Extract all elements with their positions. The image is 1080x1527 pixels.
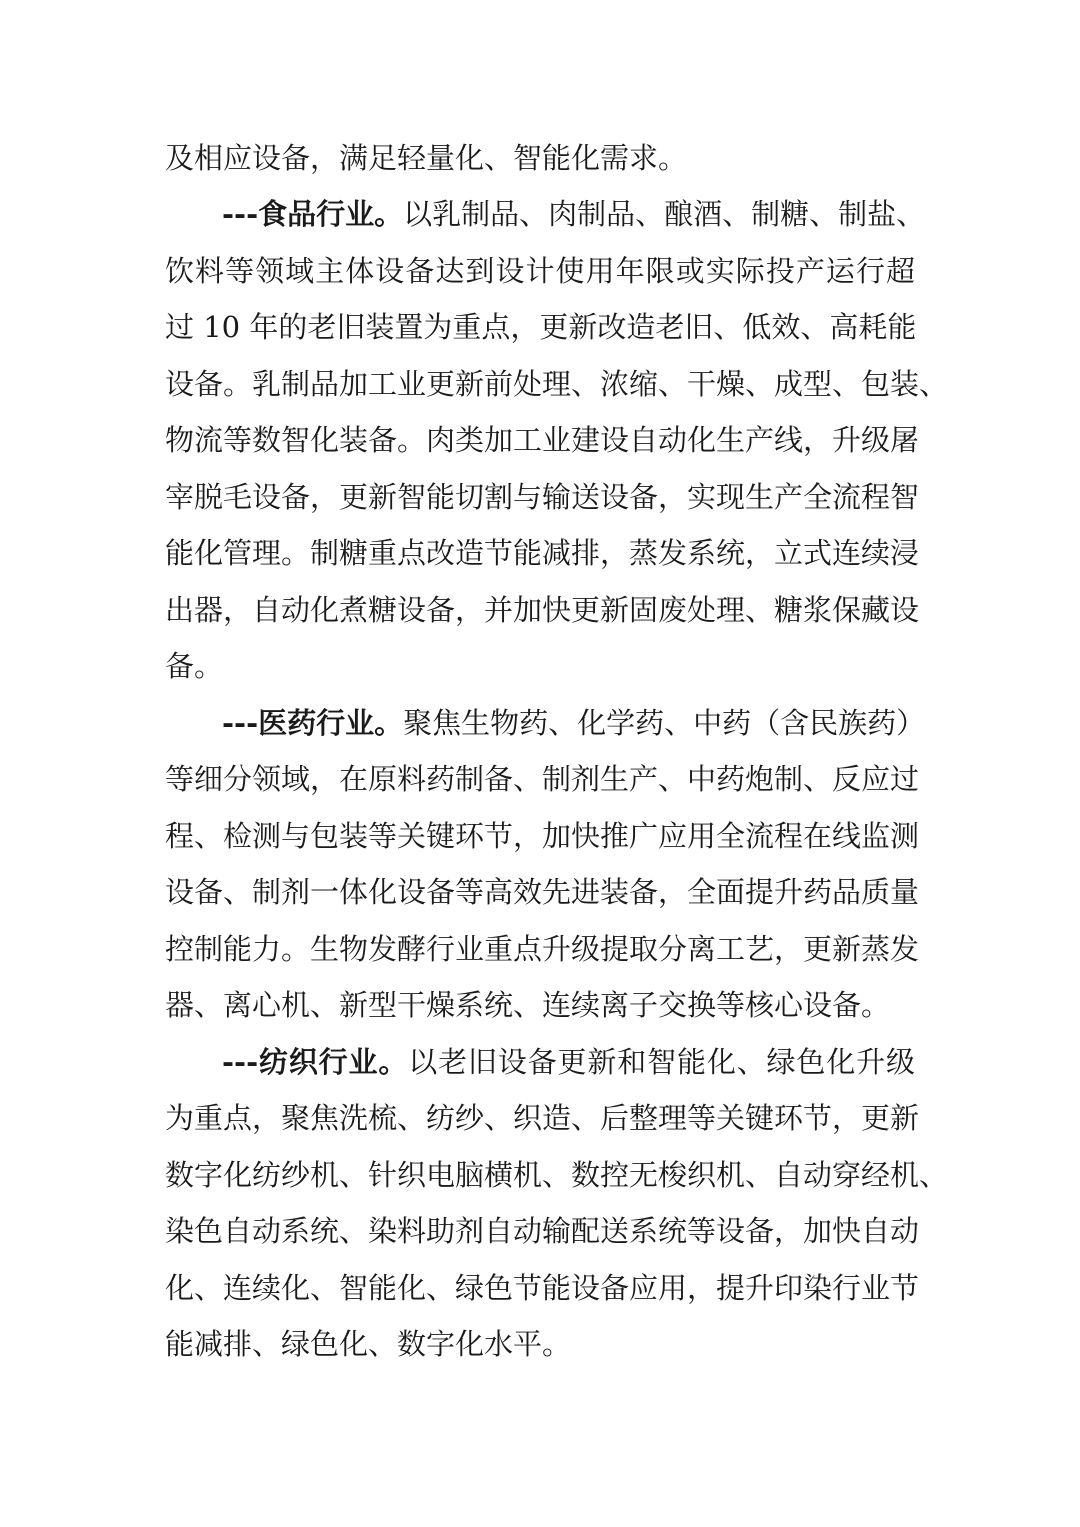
body-line [165,929,920,969]
section-heading: ---食品行业。 [222,197,404,231]
line-text: 染色自动系统、染料助剂自动输配送系统等设备，加快自动 [165,1214,920,1248]
line-text: 出器，自动化煮糖设备，并加快更新固废处理、糖浆保藏设 [165,593,920,627]
body-line [165,364,949,404]
body-line [165,646,915,686]
body-line [165,138,915,178]
body-line [165,1098,920,1138]
body-line [165,251,915,291]
line-text: 能化管理。制糖重点改造节能减排，蒸发系统，立式连续浸 [165,536,920,570]
body-line [165,477,920,517]
line-text: 为重点，聚焦洗梳、纺纱、织造、后整理等关键环节，更新 [165,1101,920,1135]
section-heading-line [222,1042,915,1082]
body-line [165,533,920,573]
body-line [165,759,920,799]
section-heading: ---医药行业。 [222,706,404,740]
line-text: 化、连续化、智能化、绿色节能设备应用，提升印染行业节 [165,1271,920,1305]
line-text: 物流等数智化装备。肉类加工业建设自动化生产线，升级屠 [165,423,920,457]
body-line [165,1211,920,1251]
body-line [165,816,920,856]
line-text: 控制能力。生物发酵行业重点升级提取分离工艺，更新蒸发 [165,932,920,966]
line-text: 设备。乳制品加工业更新前处理、浓缩、干燥、成型、包装、 [165,367,949,401]
body-line [165,1155,949,1195]
body-line [165,872,920,912]
line-text: 以老旧设备更新和智能化、绿色化升级 [408,1045,915,1079]
line-text: 聚焦生物药、化学药、中药（含民族药） [403,706,926,740]
line-text: 及相应设备，满足轻量化、智能化需求。 [165,141,688,175]
section-heading: ---纺织行业。 [222,1045,409,1079]
line-text: 能减排、绿色化、数字化水平。 [165,1327,572,1361]
body-line [165,1268,920,1308]
section-heading-line [222,194,926,234]
body-line [165,1324,915,1364]
line-text: 以乳制品、肉制品、酿酒、制糖、制盐、 [403,197,926,231]
line-text: 备。 [165,649,224,683]
line-text: 数字化纺纱机、针织电脑横机、数控无梭织机、自动穿经机、 [165,1158,949,1192]
body-line [165,590,920,630]
line-text: 饮料等领域主体设备达到设计使用年限或实际投产运行超 [165,254,915,288]
section-heading-line [222,703,926,743]
line-text: 设备、制剂一体化设备等高效先进装备，全面提升药品质量 [165,875,920,909]
line-text: 过 10 年的老旧装置为重点，更新改造老旧、低效、高耗能 [165,310,917,344]
body-line [165,985,915,1025]
body-line [165,307,915,347]
line-text: 等细分领域，在原料药制备、制剂生产、中药炮制、反应过 [165,762,920,796]
body-line [165,420,920,460]
line-text: 器、离心机、新型干燥系统、连续离子交换等核心设备。 [165,988,891,1022]
line-text: 程、检测与包装等关键环节，加快推广应用全流程在线监测 [165,819,920,853]
line-text: 宰脱毛设备，更新智能切割与输送设备，实现生产全流程智 [165,480,920,514]
